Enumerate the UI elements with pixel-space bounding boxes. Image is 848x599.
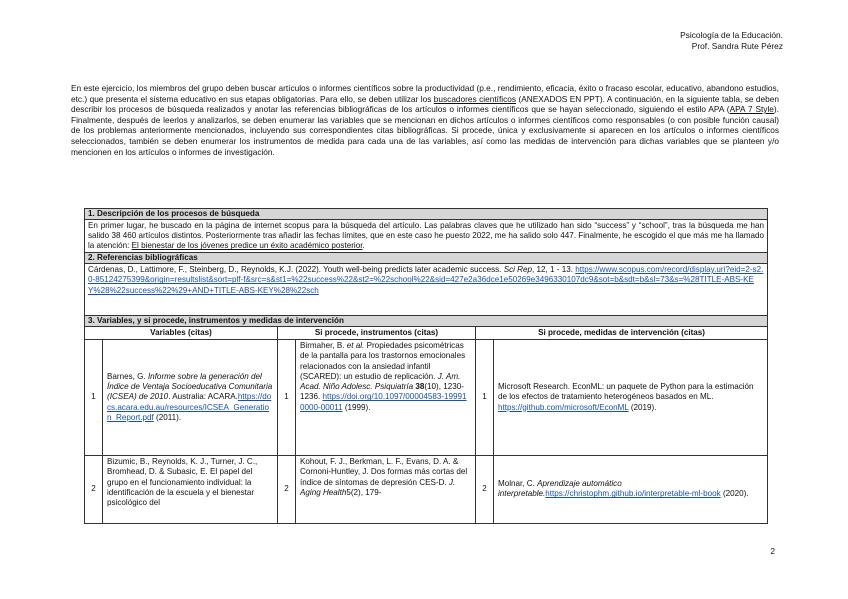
page-number: 2 <box>770 546 775 556</box>
row-number: 1 <box>85 339 103 455</box>
professor-line: Prof. Sandra Rute Pérez <box>691 40 783 51</box>
scopus-reference-link[interactable]: https://www.scopus.com/record/display.uri?eid=2-s2.0-85124275399&origin=resultslist&sort=plf-f&src=s&st1=%22success%22&st2=%22school%22&sid=427e2a36dce1e50269e3496330107dc9&sot=b&sdt=b&sl=73&s=%28TITLE-ABS-KEY%28%22success%22%29+AND+TITLE-ABS-KEY%28%22sch <box>88 265 764 295</box>
table-row <box>85 339 768 455</box>
scientific-search-link[interactable]: buscadores científicos <box>433 93 517 104</box>
section2-header: 2. Referencias bibliográficas <box>85 253 768 264</box>
doi-link[interactable]: https://doi.org/10.1097/00004583-199910000-00011 <box>300 392 467 412</box>
column-header-measures: Si procede, medidas de intervención (citas) <box>476 326 768 339</box>
subject-line: Psicología de la Educación. <box>680 30 783 40</box>
intro-text-1: En este ejercicio, los miembros del grupo deben buscar artículos o informes científicos sobre la productividad (p.e., rendimiento, eficacia, éxito o fracaso escolar, educativo, abandono estudios, etc.) que presenta el sistema educativo en sus etapas obligatorias. Para ello, se deben utilizar los <box>71 83 779 104</box>
icsea-report-link[interactable]: https://docs.acara.edu.au/resources/ICSEA_Generation_Report.pdf <box>107 392 272 422</box>
row-number: 2 <box>476 455 494 523</box>
row-number: 2 <box>85 455 103 523</box>
bibliographic-reference: Cárdenas, D., Lattimore, F., Steinberg, D., Reynolds, K.J. (2022). Youth well-being predicts later academic success. Sci Rep, 12, 1 - 13. https://www.scopus.com/record/display.uri?eid=2-s2.0-85124275399&origin=resultslist&sort=plf-f&src=s&st1=%22success%22&st2=%22school%22&sid=427e2a36dce1e50269e3496330107dc9&sot=b&sdt=b&sl=73&s=%28TITLE-ABS-KEY%28%22success%22%29+AND+TITLE-ABS-KEY%28%22sch <box>85 264 768 316</box>
intro-text-2: (ANEXADOS EN PPT). A continuación, en la siguiente tabla, se deben describir los procesos de búsqueda realizados y anotar las referencias bibliográficas de los artículos o informes científicos que se hayan seleccionado, siguiendo el estilo APA ( <box>71 93 779 115</box>
search-process-description: En primer lugar, he buscado en la página de internet scopus para la búsqueda del artículo. Las palabras claves que he utilizado han sido “success” y “school”, tras la búsqueda me han salido 38 460 artículos distintos. Posteriormente tras añadir las fechas límites, que en este caso he puesto 2022, me ha salido solo 447. Finalmente, he escogido el que más me ha llamado la atención: El bienestar de los jóvenes predice un éxito académico posterior. <box>85 219 768 253</box>
row-number: 2 <box>278 455 296 523</box>
table-row <box>85 455 768 523</box>
article-title: El bienestar de los jóvenes predice un éxito académico posterior <box>131 241 363 251</box>
intro-paragraph <box>71 83 779 157</box>
row-number: 1 <box>278 339 296 455</box>
measure-citation: Microsoft Research. EconML: un paquete de Python para la estimación de los efectos de tratamiento heterogéneos basados en ML. https://github.com/microsoft/EconML (2019). <box>494 339 768 455</box>
variable-citation: Barnes, G. Informe sobre la generación del Índice de Ventaja Socioeducativa Comunitaria (ICSEA) de 2010. Australia: ACARA.https://docs.acara.edu.au/resources/ICSEA_Generation_Report.pdf (2011). <box>103 339 278 455</box>
interpretable-ml-link[interactable]: https://christophm.github.io/interpretable-ml-book <box>545 489 721 499</box>
intro-text-3: ). Finalmente, después de leerlos y analizarlos, se deben enumerar las variables que se mencionan en dichos artículos o informes científicos como responsables (o con posible función causal) de los problemas anteriormente mencionados, incluyendo sus correspondientes citas bibliográficas. Si procede, única y exclusivamente si aparecen en los artículos o informes científicos seleccionados, también se deben enumerar los instrumentos de medida para cada una de las variables, así como las medidas de intervención para dichas variables que se planteen y/o mencionen en los artículos o informes de investigación. <box>71 104 779 157</box>
instrument-citation: Kohout, F. J., Berkman, L. F., Evans, D. A. & Cornoni-Huntley, J. Dos formas más cortas del índice de síntomas de depresión CES-D. J. Aging Health5(2), 179- <box>296 455 476 523</box>
variable-citation: Bizumic, B., Reynolds, K. J., Turner, J. C., Bromhead, D. & Subasic, E. El papel del grupo en el funcionamiento individual: la identificación de la escuela y el bienestar psicológico del <box>103 455 278 523</box>
section3-header: 3. Variables, y si procede, instrumentos y medidas de intervención <box>85 316 768 327</box>
row-number: 1 <box>476 339 494 455</box>
exercise-table <box>84 208 768 524</box>
instrument-citation: Birmaher, B. et al. Propiedades psicométricas de la pantalla para los trastornos emocionales relacionados con la ansiedad infantil (SCARED): un estudio de replicación. J. Am. Acad. Niño Adolesc. Psiquiatría 38(10), 1230-1236. https://doi.org/10.1097/00004583-199910000-00011 (1999). <box>296 339 476 455</box>
page-header <box>680 30 783 51</box>
econml-link[interactable]: https://github.com/microsoft/EconML <box>498 402 629 412</box>
column-header-instruments: Si procede, instrumentos (citas) <box>278 326 476 339</box>
apa-style-link[interactable]: APA 7 Style <box>729 104 774 115</box>
section1-header: 1. Descripción de los procesos de búsqueda <box>85 209 768 220</box>
measure-citation: Molnar, C. Aprendizaje automático interpretable.https://christophm.github.io/interpretable-ml-book (2020). <box>494 455 768 523</box>
column-header-variables: Variables (citas) <box>85 326 278 339</box>
